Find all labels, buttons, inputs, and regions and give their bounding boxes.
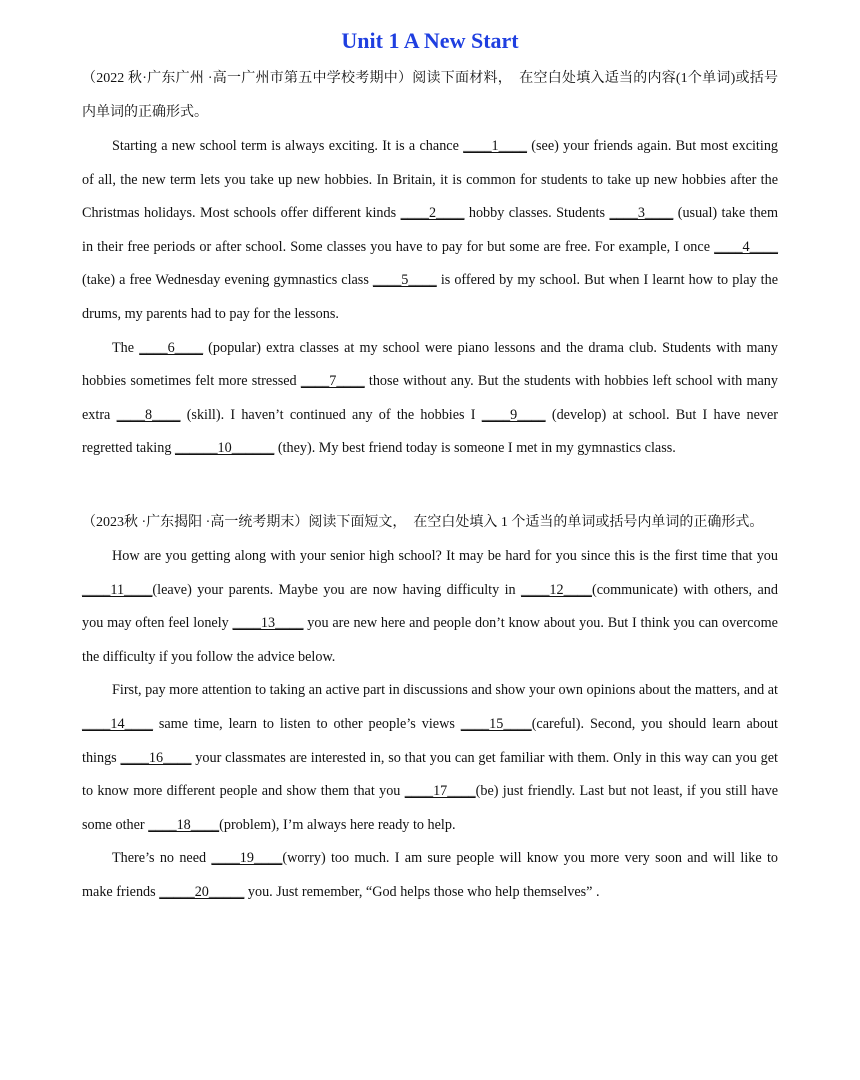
passage-text: (usual) take them in their free periods or after school. Some classes you have to pay for but some are free. For example, I once — [82, 205, 778, 255]
passage-text: hobby classes. Students — [464, 205, 610, 222]
passage-1-paragraph-2 — [82, 332, 778, 466]
passage-text: (develop) at school. But I have never regretted taking — [82, 406, 779, 457]
passage-text: The — [112, 339, 140, 356]
answer-blank: ____5____ — [372, 272, 437, 289]
answer-blank: ____6____ — [139, 339, 204, 356]
answer-blank: ____3____ — [609, 205, 674, 222]
passage-text: (popular) extra classes at my school were piano lessons and the drama club. Students with many hobbies sometimes felt more stressed — [82, 339, 778, 390]
passage-2 — [82, 506, 778, 910]
passage-2-paragraph-3 — [82, 842, 778, 909]
passage-text: How are you getting along with your senior high school? It may be hard for you since this is the first time that you — [112, 548, 778, 564]
passage-text: (leave) your parents. Maybe you are now having difficulty in — [152, 581, 522, 598]
passage-text: (see) your friends again. But most exciting of all, the new term lets you take up new hobbies. In Britain, it is common for students to take up new hobbies after the Christmas holidays. Most schools offer different kinds — [82, 138, 779, 222]
answer-blank: ____14____ — [82, 715, 153, 732]
passage-1-paragraph-1 — [82, 130, 778, 332]
answer-blank: ____17____ — [404, 783, 476, 800]
passage-text: you are new here and people don’t know about you. But I think you can overcome the difficulty if you follow the advice below. — [82, 615, 778, 665]
passage-text: (be) just friendly. Last but not least, if you still have some other — [82, 783, 778, 833]
passage-text: is offered by my school. But when I learnt how to play the drums, my parents had to pay for the lessons. — [82, 272, 779, 322]
answer-blank: ____15____ — [460, 715, 532, 732]
answer-blank: ____7____ — [300, 373, 365, 390]
answer-blank: ____1____ — [463, 138, 528, 154]
passage-text: (take) a free Wednesday evening gymnastics class — [82, 272, 373, 289]
answer-blank: ____16____ — [120, 749, 192, 766]
passage-2-paragraph-2 — [82, 674, 778, 842]
answer-blank: ______10______ — [174, 440, 275, 457]
passage-text: (communicate) with others, and you may often feel lonely — [82, 581, 778, 632]
passage-text: (careful). Second, you should learn about things — [82, 715, 778, 766]
passage-text: First, pay more attention to taking an active part in discussions and show your own opinions about the matters, and at — [112, 682, 778, 699]
passage-text: There’s no need — [112, 850, 212, 867]
answer-blank: ____9____ — [481, 406, 546, 423]
passage-1-source: （2022 秋·广东广州 ·高一广州市第五中学校考期中）阅读下面材料， 在空白处填入适当的内容(1个单词)或括号内单词的正确形式。 — [82, 71, 778, 120]
passage-text: (worry) too much. I am sure people will know you more very soon and will like to make friends — [82, 850, 778, 900]
page-title: Unit 1 A New Start — [341, 28, 519, 53]
answer-blank: ____19____ — [211, 850, 283, 867]
passage-1 — [82, 62, 778, 466]
passage-2-source: （2023秋 ·广东揭阳 ·高一统考期末）阅读下面短文， 在空白处填入 1 个适当的单词或括号内单词的正确形式。 — [82, 515, 764, 530]
answer-blank: ____4____ — [714, 238, 778, 255]
passage-text: (they). My best friend today is someone I met in my gymnastics class. — [274, 440, 676, 457]
answer-blank: ____13____ — [232, 615, 304, 632]
passage-text: (problem), I’m always here ready to help. — [219, 816, 456, 833]
answer-blank: ____8____ — [116, 406, 181, 423]
answer-blank: _____20_____ — [159, 883, 245, 900]
answer-blank: ____12____ — [521, 581, 592, 598]
answer-blank: ____18____ — [148, 816, 220, 833]
passage-text: your classmates are interested in, so that you can get familiar with them. Only in this way can you get to know more different people and show them that you — [82, 749, 779, 800]
passage-text: same time, learn to listen to other people’s views — [152, 715, 461, 732]
passage-text: (skill). I haven’t continued any of the hobbies I — [180, 406, 482, 423]
answer-blank: ____2____ — [400, 205, 465, 222]
passage-text: you. Just remember, “God helps those who help themselves” . — [244, 883, 600, 900]
passage-text: those without any. But the students with hobbies left school with many extra — [82, 373, 778, 423]
passage-text: Starting a new school term is always exciting. It is a chance — [112, 138, 464, 154]
answer-blank: ____11____ — [82, 581, 153, 598]
passage-2-paragraph-1 — [82, 540, 778, 674]
